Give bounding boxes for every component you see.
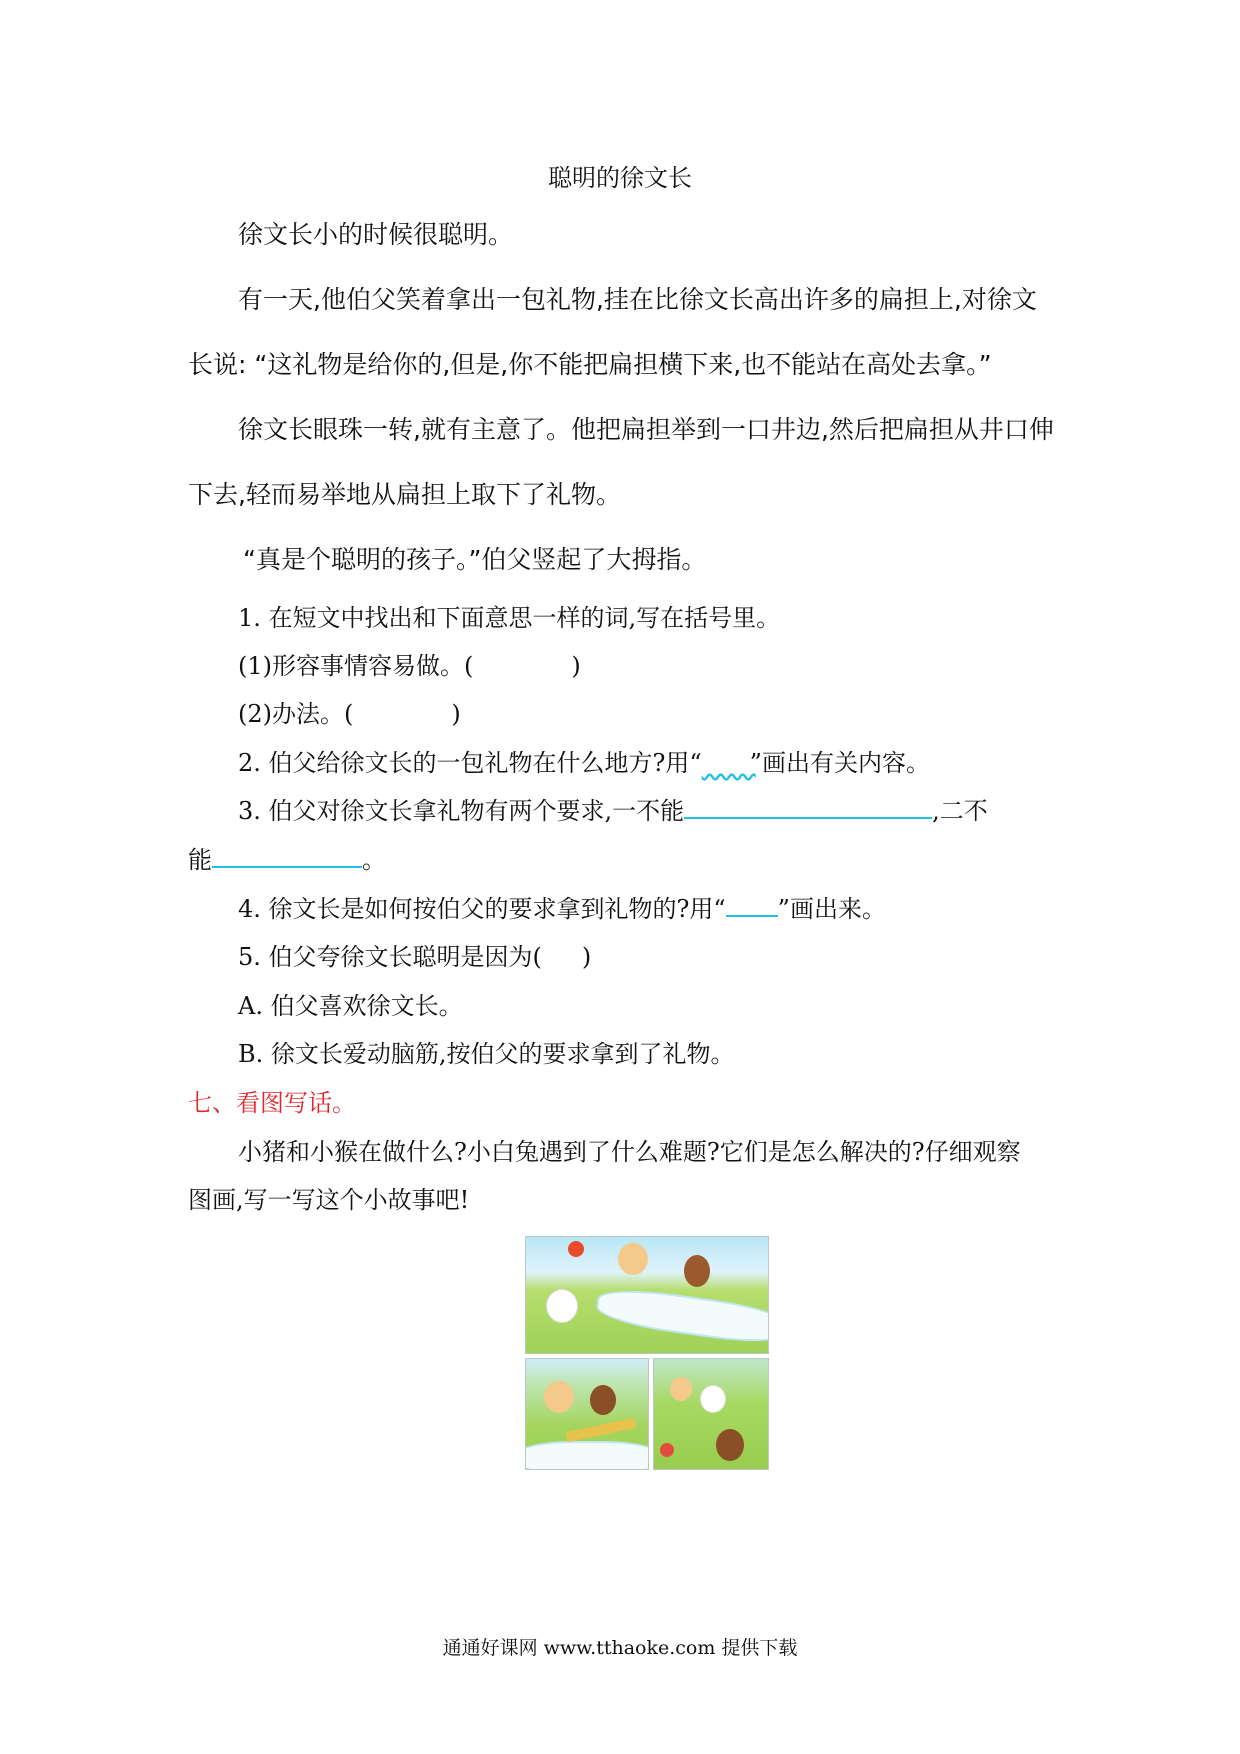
question-3-mid: ,二不 [932,797,988,825]
story-paragraph-2-line-1: 有一天,他伯父笑着拿出一包礼物,挂在比徐文长高出许多的扁担上,对徐文 [238,285,1037,314]
question-1: 1. 在短文中找出和下面意思一样的词,写在括号里。 [238,604,781,632]
question-1-2-close: ) [451,700,461,728]
question-4-text: 4. 徐文长是如何按伯父的要求拿到礼物的?用“ [238,895,726,923]
pig-icon-2 [544,1381,574,1413]
question-2-text-end: ”画出有关内容。 [749,749,930,777]
pig-icon [618,1243,648,1275]
wavy-underline-sample [702,749,750,777]
question-4-text-end: ”画出来。 [777,895,886,923]
section-7-heading: 七、看图写话。 [188,1089,356,1117]
strawberry-icon [660,1443,674,1457]
question-3 [238,791,988,826]
question-1-1 [238,646,581,681]
story-paragraph-3-line-1: 徐文长眼珠一转,就有主意了。他把扁担举到一口井边,然后把扁担从井口伸 [238,415,1054,444]
picture-story-illustrations [525,1236,769,1470]
story-paragraph-4: “真是个聪明的孩子。”伯父竖起了大拇指。 [243,545,707,574]
rabbit-icon [546,1289,578,1323]
monkey-icon-3 [716,1429,744,1461]
footer-source: 通通好课网 www.tthaoke.com 提供下载 [442,1637,798,1659]
page-title: 聪明的徐文长 [548,164,692,192]
question-5 [238,937,591,972]
option-b[interactable]: B. 徐文长爱动脑筋,按伯父的要求拿到了礼物。 [238,1040,735,1068]
section-7-prompt-line-2: 图画,写一写这个小故事吧! [188,1186,470,1214]
option-a[interactable]: A. 伯父喜欢徐文长。 [238,992,463,1020]
monkey-icon [684,1255,710,1287]
picture-panel-1 [525,1236,769,1354]
answer-blank-3-1[interactable] [684,797,932,819]
question-5-close: ) [581,943,592,971]
question-3-line-2 [188,840,386,875]
question-1-2-text: (2)办法。( [238,700,354,728]
sun-icon [568,1241,584,1257]
question-5-text: 5. 伯父夸徐文长聪明是因为( [238,943,542,971]
plank-icon [566,1418,637,1442]
straight-underline-sample [726,895,778,917]
story-paragraph-1: 徐文长小的时候很聪明。 [238,220,514,249]
question-2-text: 2. 伯父给徐文长的一包礼物在什么地方?用“ [238,749,702,777]
river-shape-2 [525,1441,649,1470]
story-paragraph-2-line-2: 长说: “这礼物是给你的,但是,你不能把扁担横下来,也不能站在高处去拿。” [188,350,992,379]
picture-panel-3 [653,1358,769,1470]
question-1-1-close: ) [571,652,581,680]
picture-panel-2 [525,1358,649,1470]
question-3-line2-text: 能 [188,846,212,874]
story-paragraph-3-line-2: 下去,轻而易举地从扁担上取下了礼物。 [188,480,621,509]
question-3-end: 。 [362,846,386,874]
monkey-icon-2 [590,1385,616,1415]
question-1-2 [238,694,461,729]
river-shape [594,1284,769,1349]
section-7-prompt-line-1: 小猪和小猴在做什么?小白兔遇到了什么难题?它们是怎么解决的?仔细观察 [238,1138,1021,1166]
question-3-text: 3. 伯父对徐文长拿礼物有两个要求,一不能 [238,797,685,825]
rabbit-icon-2 [700,1385,726,1413]
pig-icon-3 [670,1377,692,1401]
answer-blank-3-2[interactable] [212,846,362,868]
question-2 [238,743,930,778]
question-1-1-text: (1)形容事情容易做。( [238,652,474,680]
question-4 [238,889,886,924]
